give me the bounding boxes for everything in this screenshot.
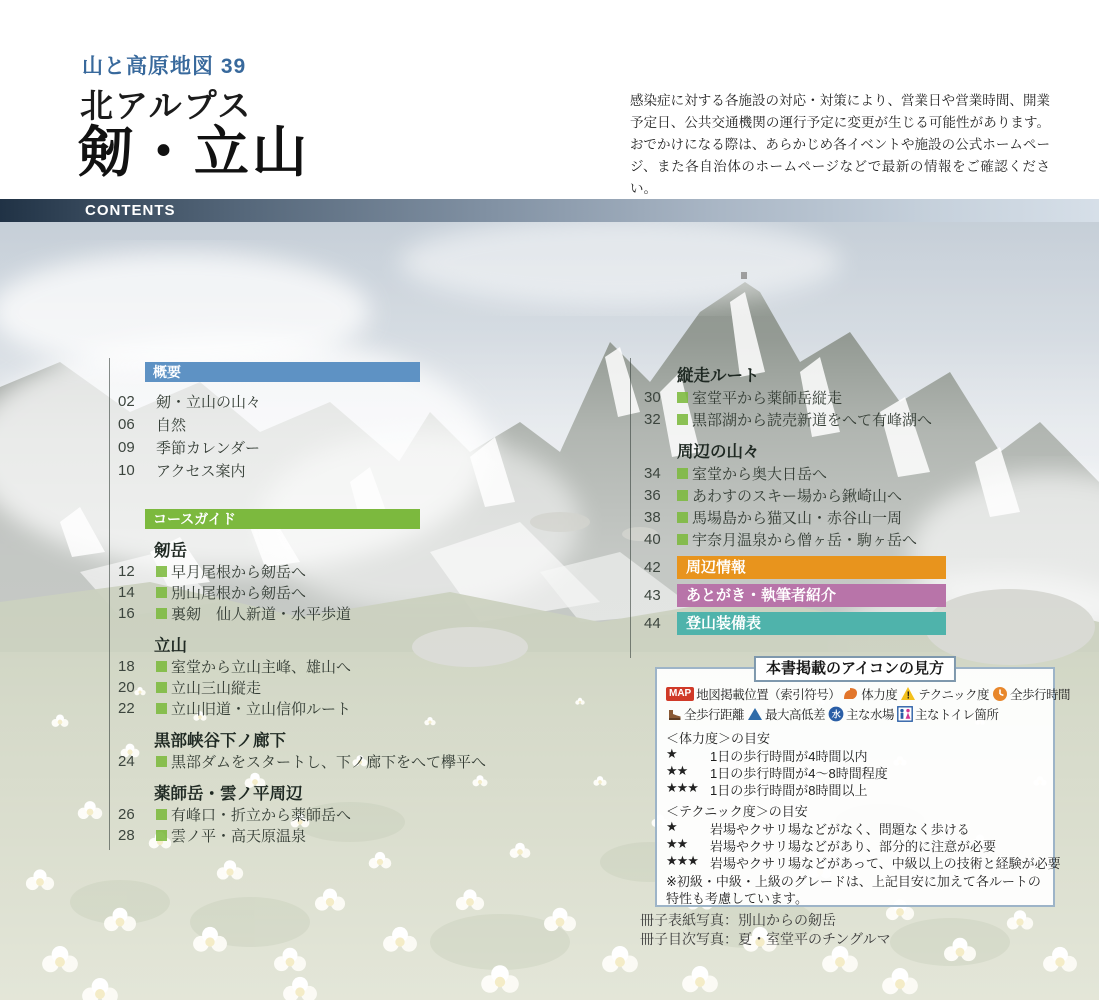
toc-group-heading: 剱岳 [154,542,187,560]
page-number: 32 [644,410,661,428]
star-rating: ★★★ [666,780,698,795]
page-number: 20 [118,679,135,696]
page-number: 42 [644,558,661,576]
covid-notice-text: 感染症に対する各施設の対応・対策により、営業日や営業時間、開業予定日、公共交通機関の運行予定に変更が生じる可能性があります。おでかけになる際は、あらかじめ各イベントや施設の公式ホームページ、また各自治体のホームページなどで最新の情報をご確認ください。 [630,93,1050,196]
toc-item-label: 別山尾根から剱岳へ [156,582,306,603]
green-square-bullet [677,512,688,523]
toc-item [631,484,1076,506]
toc-group-heading: 黒部峡谷下ノ廊下 [154,732,286,750]
page-number: 16 [118,605,135,622]
green-square-bullet [677,468,688,479]
toc-item [110,656,542,677]
toc-item [631,408,1076,430]
toc-item [110,413,542,436]
toc-item-label: 季節カレンダー [156,440,261,457]
photo-credits [640,911,891,949]
toc-item-label: 立山三山縦走 [156,677,261,698]
toc-item [631,584,1076,606]
page-number: 12 [118,563,135,580]
toc-section-bar-info: 周辺情報 [677,556,946,579]
toc-item [631,506,1076,528]
toc-section-bar-overview: 概要 [145,362,420,382]
page-number: 30 [644,388,661,406]
page-number: 02 [118,393,135,410]
toc-item-label: 有峰口・折立から薬師岳へ [156,804,351,825]
toc-item-label: あわすのスキー場から鍬崎山へ [677,485,902,506]
page-number: 44 [644,614,661,632]
guide-line: ★★ 岩場やクサリ場などがあり、部分的に注意が必要 [666,836,997,854]
toc-item [110,561,542,582]
toc-item-label: 雲ノ平・高天原温泉 [156,825,306,846]
toc-item-label: 早月尾根から剱岳へ [156,561,306,582]
green-square-bullet [156,661,167,672]
toc-item-label: 剱・立山の山々 [156,394,262,411]
green-square-bullet [677,534,688,545]
toc-left-column [109,358,542,850]
guide-line: ★★★ 岩場やクサリ場などがあって、中級以上の技術と経験が必要 [666,853,1061,871]
guide-line: ★ 1日の歩行時間が4時間以内 [666,746,868,764]
toilet-icon [897,706,913,722]
page-number: 36 [644,486,661,504]
toc-item [110,436,542,459]
page-number: 43 [644,586,661,604]
contents-header-bar [0,199,1099,222]
star-rating: ★ [666,819,677,834]
toc-item [110,825,542,846]
star-rating: ★★ [666,836,688,851]
toc-item-label: 黒部湖から読売新道をへて有峰湖へ [677,409,932,430]
legend-title: 本書掲載のアイコンの見方 [754,656,956,682]
toc-section-bar-course-guide: コースガイド [145,509,420,529]
toc-item-label: 立山旧道・立山信仰ルート [156,698,351,719]
toc-group-heading: 薬師岳・雲ノ平周辺 [154,785,303,803]
green-square-bullet [677,490,688,501]
page-number: 18 [118,658,135,675]
series-title: 山と高原地図 39 [82,55,247,78]
toc-section-bar-afterword: あとがき・執筆者紹介 [677,584,946,607]
toc-group-heading: 立山 [154,637,187,655]
green-square-bullet [156,608,167,619]
legend-note: ※初級・中級・上級のグレードは、上記目安に加えて各ルートの特性も考慮しています。 [666,874,1041,906]
toc-item [631,462,1076,484]
page-title: 剱・立山 [78,121,311,183]
toc-item [110,698,542,719]
green-square-bullet [156,756,167,767]
green-square-bullet [156,566,167,577]
legend-icon-row: 全歩行距離 最大高低差 水 主な水場 主なトイレ箇所 [666,704,1044,724]
star-rating: ★★ [666,763,688,778]
green-square-bullet [677,392,688,403]
toc-item-label: 室堂平から薬師岳縦走 [677,387,842,408]
toc-item-label: 黒部ダムをスタートし、下ノ廊下をへて欅平へ [156,751,486,772]
page-number: 09 [118,439,135,456]
guide-line: ★★★ 1日の歩行時間が8時間以上 [666,780,868,798]
toc-item-label: 自然 [156,417,187,434]
svg-text:水: 水 [831,709,841,720]
toc-item [110,751,542,772]
toc-item [110,603,542,624]
green-square-bullet [156,703,167,714]
page-number: 34 [644,464,661,482]
green-square-bullet [156,809,167,820]
toc-item [110,804,542,825]
toc-item [631,612,1076,634]
star-rating: ★★★ [666,853,698,868]
toc-group-heading: 縦走ルート [677,367,760,385]
toc-item-label: 室堂から奥大日岳へ [677,463,827,484]
boot-icon [666,706,682,722]
cover-photo-credit: 冊子表紙写真：別山からの剱岳 [640,912,836,928]
star-rating: ★ [666,746,677,761]
icon-legend-box [655,660,1071,907]
toc-item-label: 室堂から立山主峰、雄山へ [156,656,351,677]
svg-text:!: ! [906,690,910,702]
toc-item [110,677,542,698]
guide-line: ★ 岩場やクサリ場などがなく、問題なく歩ける [666,819,970,837]
page-number: 26 [118,806,135,823]
toc-item-label: 宇奈月温泉から僧ヶ岳・駒ヶ岳へ [677,529,917,550]
green-square-bullet [156,587,167,598]
legend-icon-row: MAP 地図掲載位置（索引符号） 体力度 ! テクニック度 全歩行時間 [666,684,1044,704]
toc-item [110,390,542,413]
toc-right-column [630,358,1076,658]
toc-item-label: 馬場島から猫又山・赤谷山一周 [677,507,902,528]
green-square-bullet [156,682,167,693]
toc-item-label: アクセス案内 [156,463,246,480]
toc-item [631,556,1076,578]
toc-item [110,582,542,603]
page-number: 06 [118,416,135,433]
stamina-guide-title: ＜体力度＞の目安 [666,731,771,746]
technique-guide-title: ＜テクニック度＞の目安 [666,804,808,819]
contents-photo-credit: 冊子目次写真：夏・室堂平のチングルマ [640,931,891,947]
toc-section-bar-gear: 登山装備表 [677,612,946,635]
water-icon [828,706,844,722]
page-number: 10 [118,462,135,479]
green-square-bullet [156,830,167,841]
guide-line: ★★ 1日の歩行時間が4～8時間程度 [666,763,888,781]
contents-label: CONTENTS [85,202,176,219]
map-icon: MAP [666,687,694,701]
toc-item [110,459,542,482]
page-number: 28 [118,827,135,844]
page-number: 24 [118,753,135,770]
clock-icon [992,686,1008,702]
page-number: 40 [644,530,661,548]
stamina-arm-icon [843,686,859,702]
green-square-bullet [677,414,688,425]
toc-item [631,386,1076,408]
toc-item [631,528,1076,550]
mountain-triangle-icon [747,706,763,722]
region-title: 北アルプス [80,87,253,124]
page-number: 14 [118,584,135,601]
warning-triangle-icon [900,686,916,702]
page-number: 22 [118,700,135,717]
toc-item-label: 裏剱 仙人新道・水平歩道 [156,603,351,624]
page-number: 38 [644,508,661,526]
toc-group-heading: 周辺の山々 [677,443,760,461]
